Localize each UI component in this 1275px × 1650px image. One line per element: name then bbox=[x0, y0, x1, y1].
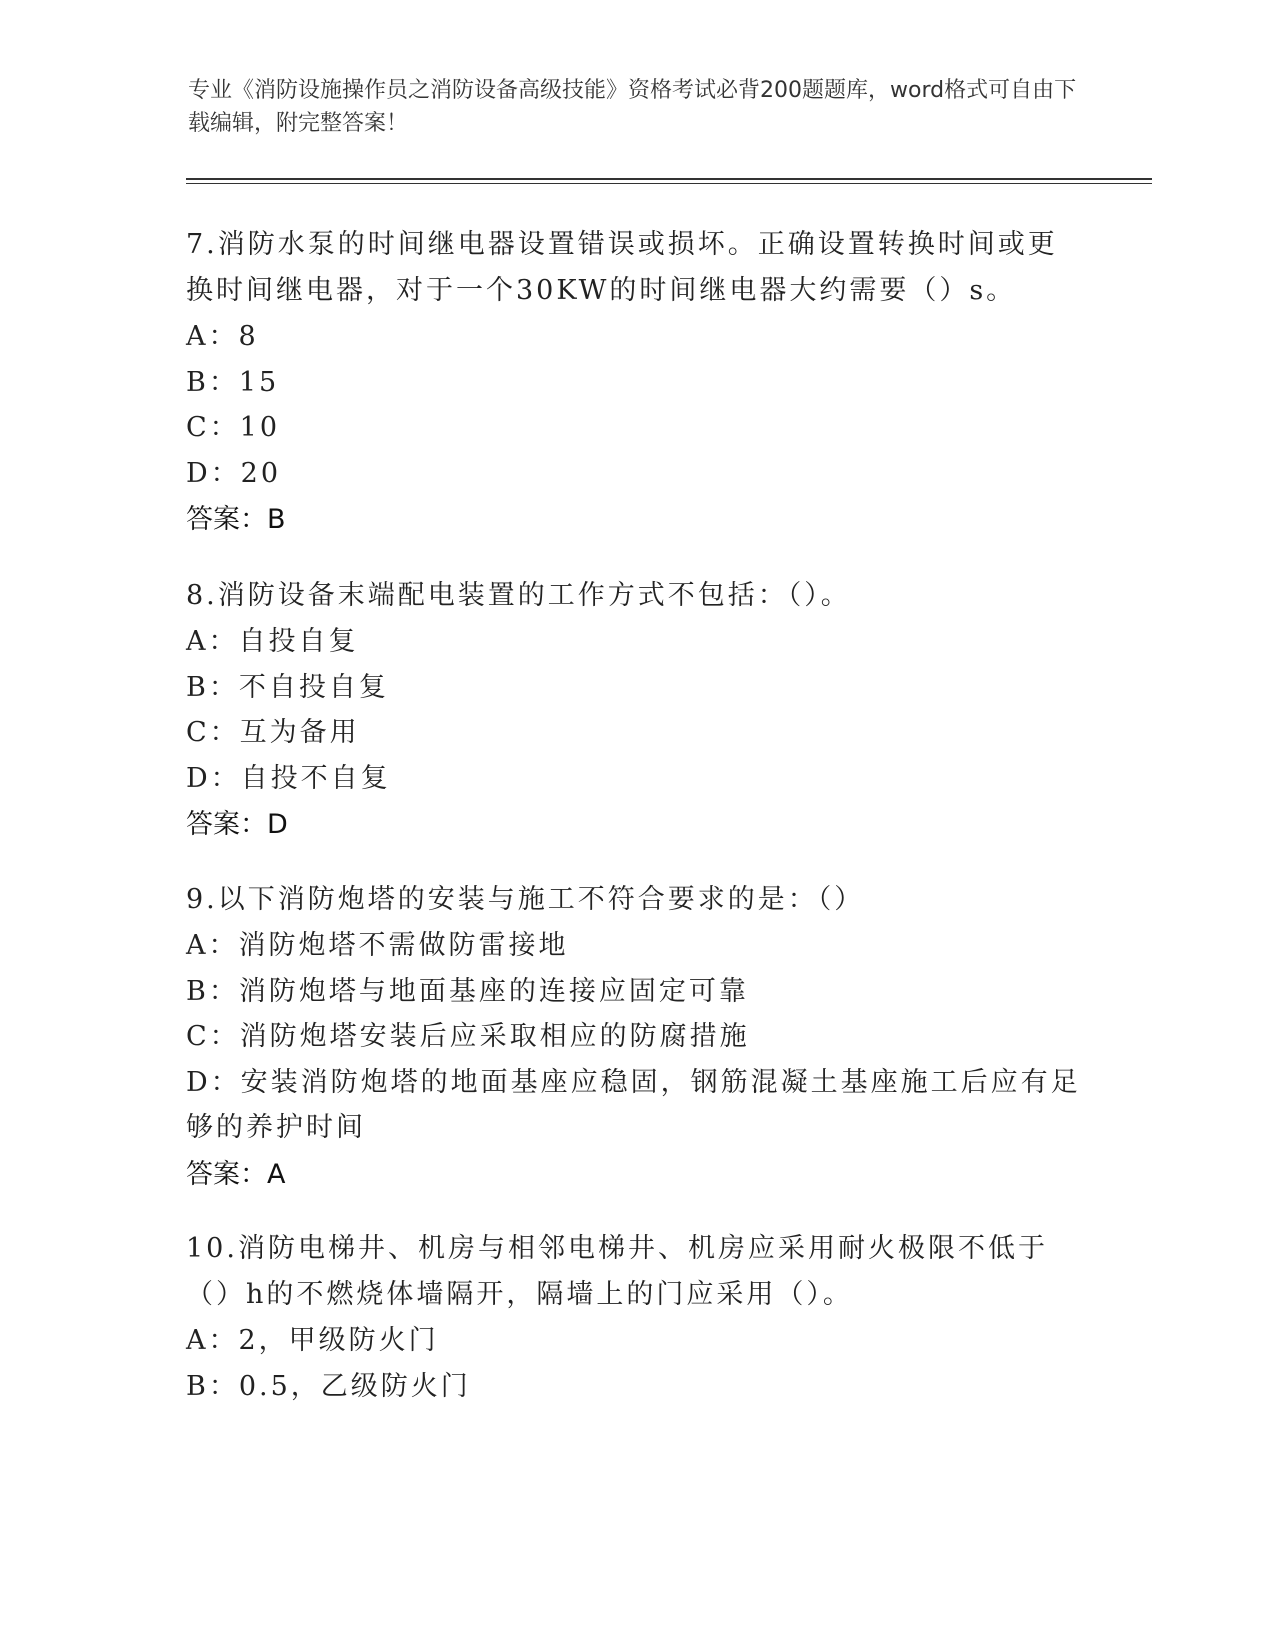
option-d: D：自投不自复 bbox=[186, 762, 391, 794]
option-c: C：10 bbox=[186, 412, 281, 443]
option-b: B：15 bbox=[186, 366, 280, 398]
option-a: A：自投自复 bbox=[186, 626, 359, 657]
question-stem: 8.消防设备末端配电装置的工作方式不包括：（）。 bbox=[186, 580, 851, 611]
option-a: A：消防炮塔不需做防雷接地 bbox=[186, 930, 569, 961]
document-header: 专业《消防设施操作员之消防设备高级技能》资格考试必背200题题库，word格式可自由下载编辑，附完整答案！ bbox=[188, 78, 1077, 136]
answer-label: 答案：B bbox=[186, 504, 286, 535]
option-d: D：安装消防炮塔的地面基座应稳固，钢筋混凝土基座施工后应有足够的养护时间 bbox=[186, 1066, 1081, 1143]
question-stem: 10.消防电梯井、机房与相邻电梯井、机房应采用耐火极限不低于（）h的不燃烧体墙隔开，隔墙上的门应采用（）。 bbox=[186, 1233, 1048, 1310]
option-a: A：2，甲级防火门 bbox=[186, 1325, 439, 1356]
question-10 bbox=[186, 1226, 1086, 1409]
question-7 bbox=[186, 222, 1086, 543]
option-d: D：20 bbox=[186, 457, 282, 489]
question-8 bbox=[186, 573, 1086, 848]
header-divider bbox=[186, 178, 1152, 184]
answer-label: 答案：A bbox=[186, 1158, 286, 1190]
option-c: C：消防炮塔安装后应采取相应的防腐措施 bbox=[186, 1021, 750, 1052]
option-b: B：消防炮塔与地面基座的连接应固定可靠 bbox=[186, 975, 749, 1007]
option-c: C：互为备用 bbox=[186, 717, 360, 748]
answer-label: 答案：D bbox=[186, 809, 288, 840]
option-b: B：不自投自复 bbox=[186, 671, 389, 703]
option-b: B：0.5，乙级防火门 bbox=[186, 1370, 471, 1402]
question-stem: 7.消防水泵的时间继电器设置错误或损坏。正确设置转换时间或更换时间继电器，对于一个30KW的时间继电器大约需要（）s。 bbox=[186, 229, 1058, 306]
question-9 bbox=[186, 877, 1086, 1198]
option-a: A：8 bbox=[186, 321, 259, 352]
question-stem: 9.以下消防炮塔的安装与施工不符合要求的是：（） bbox=[186, 884, 865, 915]
